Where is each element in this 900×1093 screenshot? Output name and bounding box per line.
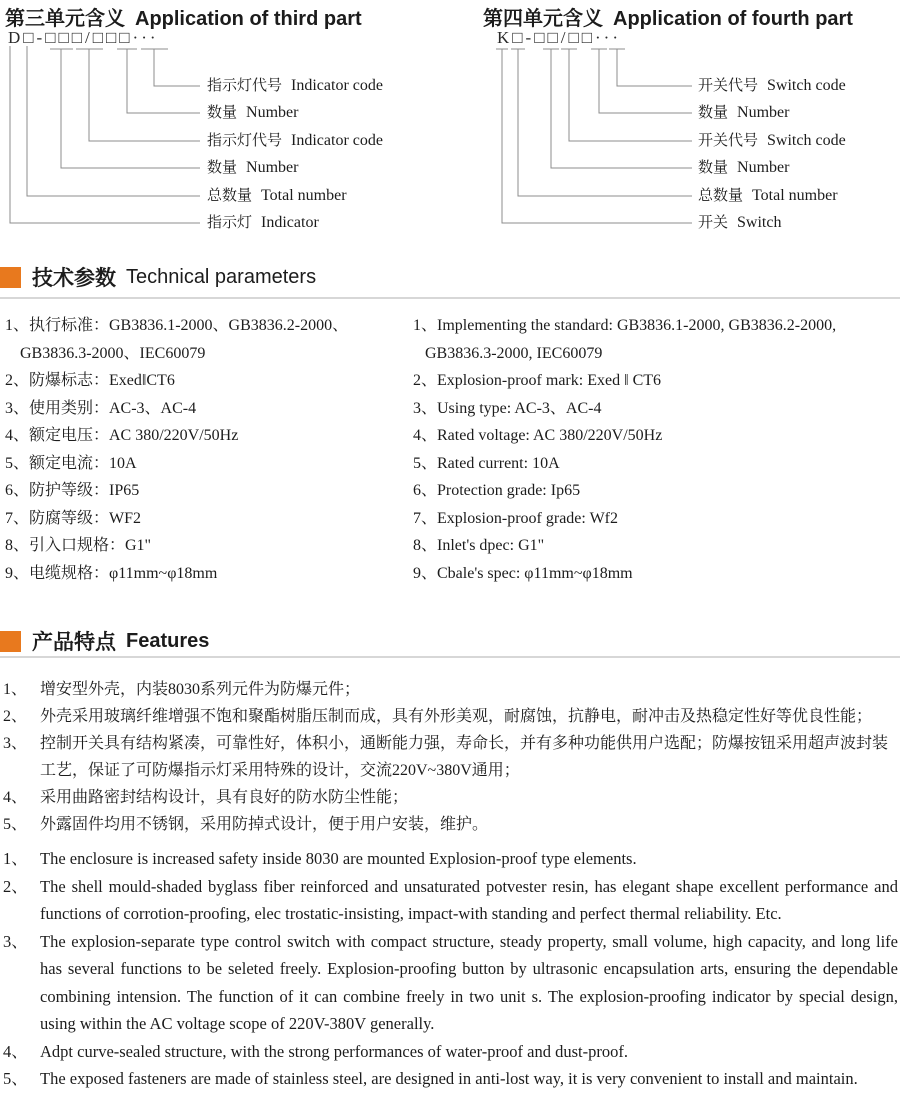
diagram-fourth-label-2: 数量 Number xyxy=(698,104,790,121)
tech-param-en-4: 4、Rated voltage: AC 380/220V/50Hz xyxy=(413,427,663,444)
tech-param-en-9: 9、Cbale's spec: φ11mm~φ18mm xyxy=(413,564,633,582)
accent-square-icon xyxy=(0,631,21,652)
feature-en-2: 2、 The shell mould-shaded byglass fiber reinforced and unsaturated potvester resin, has elegant shape excellent performance and functions of corrotion-proofing, elec trostatic-insisting, impact-with standing and perfect thermal reliability. Etc. xyxy=(3,876,898,923)
feature-zh-3: 3、 控制开关具有结构紧凑，可靠性好，体积小，通断能力强，寿命长，并有多种功能供用户选配；防爆按钮采用超声波封装工艺，保证了可防爆指示灯采用特殊的设计，交流220V~380V通用； xyxy=(3,735,889,779)
diagram-fourth-label-3: 开关代号 Switch code xyxy=(698,132,846,149)
tech-param-en-7: 7、Explosion-proof grade: Wf2 xyxy=(413,509,618,527)
tech-param-zh-6: 6、防护等级：IP65 xyxy=(5,482,140,499)
divider-technical xyxy=(0,297,900,299)
tech-param-en-3: 3、Using type: AC-3、AC-4 xyxy=(413,399,602,417)
diagram-third-title xyxy=(5,2,362,31)
diagram-third-label-6: 指示灯 Indicator xyxy=(207,214,319,231)
tech-params-en-list xyxy=(413,312,897,587)
section-heading-technical xyxy=(0,262,316,292)
features-heading-en: Features xyxy=(126,629,210,652)
accent-square-icon xyxy=(0,267,21,288)
diagram-fourth-label-5: 总数量 Total number xyxy=(698,187,838,204)
tech-params-zh-list xyxy=(5,312,407,587)
diagram-fourth-title xyxy=(483,2,853,31)
diagram-fourth-model-code: K□-□□/□□··· xyxy=(497,28,621,47)
diagram-fourth-title-zh: 第四单元含义 xyxy=(483,8,603,30)
feature-zh-1: 1、 增安型外壳，内装8030系列元件为防爆元件； xyxy=(3,681,361,698)
tech-param-zh-7: 7、防腐等级：WF2 xyxy=(5,509,142,527)
feature-en-3: 3、 The explosion-separate type control switch with compact structure, steady property, small volume, high capacity, and long life has several functions to be seleted freely. Explosion-proofing button by ultrasonic encapsulation arts, ensuring the dependable combining intension. The function of it can combine freely in two unit s. The explosion-proofing indicator by special design, using within the AC voltage scope of 220V-380V generally. xyxy=(3,931,898,1033)
tech-param-zh-8: 8、引入口规格：G1" xyxy=(5,537,152,554)
tech-param-en-6: 6、Protection grade: Ip65 xyxy=(413,482,581,499)
feature-en-1: 1、 The enclosure is increased safety inside 8030 are mounted Explosion-proof type elements. xyxy=(3,849,637,868)
technical-heading-en: Technical parameters xyxy=(126,265,317,288)
tech-param-zh-4: 4、额定电压：AC 380/220V/50Hz xyxy=(5,427,239,444)
diagram-third-label-3: 指示灯代号 Indicator code xyxy=(207,132,383,149)
tech-param-zh-9: 9、电缆规格：φ11mm~φ18mm xyxy=(5,564,218,582)
tech-param-zh-3: 3、使用类别：AC-3、AC-4 xyxy=(5,399,197,417)
feature-en-5: 5、 The exposed fasteners are made of stainless steel, are designed in anti-lost way, it is very convenient to install and maintain. xyxy=(3,1069,858,1088)
tech-param-zh-1: 1、执行标准：GB3836.1-2000、GB3836.2-2000、GB3836.3-2000、IEC60079 xyxy=(5,317,349,362)
diagram-third-label-4: 数量 Number xyxy=(207,159,299,176)
diagram-fourth-label-6: 开关 Switch xyxy=(698,214,782,231)
feature-zh-5: 5、 外露固件均用不锈钢，采用防掉式设计，便于用户安装，维护。 xyxy=(3,816,489,833)
diagram-fourth-title-en: Application of fourth part xyxy=(613,8,853,30)
diagram-third-model-code: D□-□□□/□□□··· xyxy=(8,28,159,47)
feature-zh-2: 2、 外壳采用玻璃纤维增强不饱和聚酯树脂压制而成，具有外形美观，耐腐蚀，抗静电，耐冲击及热稳定性好等优良性能； xyxy=(3,708,873,725)
features-en-list xyxy=(3,845,898,1093)
tech-param-en-2: 2、Explosion-proof mark: Exed ‖ CT6 xyxy=(413,372,662,389)
technical-heading-zh: 技术参数 xyxy=(32,267,116,290)
section-heading-features xyxy=(0,626,209,656)
diagram-fourth-label-1: 开关代号 Switch code xyxy=(698,77,846,94)
features-heading-zh: 产品特点 xyxy=(32,631,116,654)
tech-param-zh-2: 2、防爆标志：Exed‖CT6 xyxy=(5,372,175,389)
diagram-third-title-en: Application of third part xyxy=(135,8,362,30)
diagram-fourth-label-4: 数量 Number xyxy=(698,159,790,176)
divider-features xyxy=(0,656,900,658)
feature-en-4: 4、 Adpt curve-sealed structure, with the strong performances of water-proof and dust-proof. xyxy=(3,1041,628,1061)
tech-param-zh-5: 5、额定电流：10A xyxy=(5,454,137,472)
diagram-third-label-2: 数量 Number xyxy=(207,104,299,121)
feature-zh-4: 4、 采用曲路密封结构设计，具有良好的防水防尘性能； xyxy=(3,789,409,806)
features-zh-list xyxy=(3,676,898,838)
tech-param-en-1: 1、Implementing the standard: GB3836.1-2000, GB3836.2-2000, GB3836.3-2000, IEC60079 xyxy=(413,317,837,362)
tech-param-en-5: 5、Rated current: 10A xyxy=(413,454,560,472)
diagram-third-label-5: 总数量 Total number xyxy=(207,187,347,204)
diagram-third-title-zh: 第三单元含义 xyxy=(5,8,125,30)
diagram-third-label-1: 指示灯代号 Indicator code xyxy=(207,77,383,94)
tech-param-en-8: 8、Inlet's dpec: G1" xyxy=(413,537,545,554)
